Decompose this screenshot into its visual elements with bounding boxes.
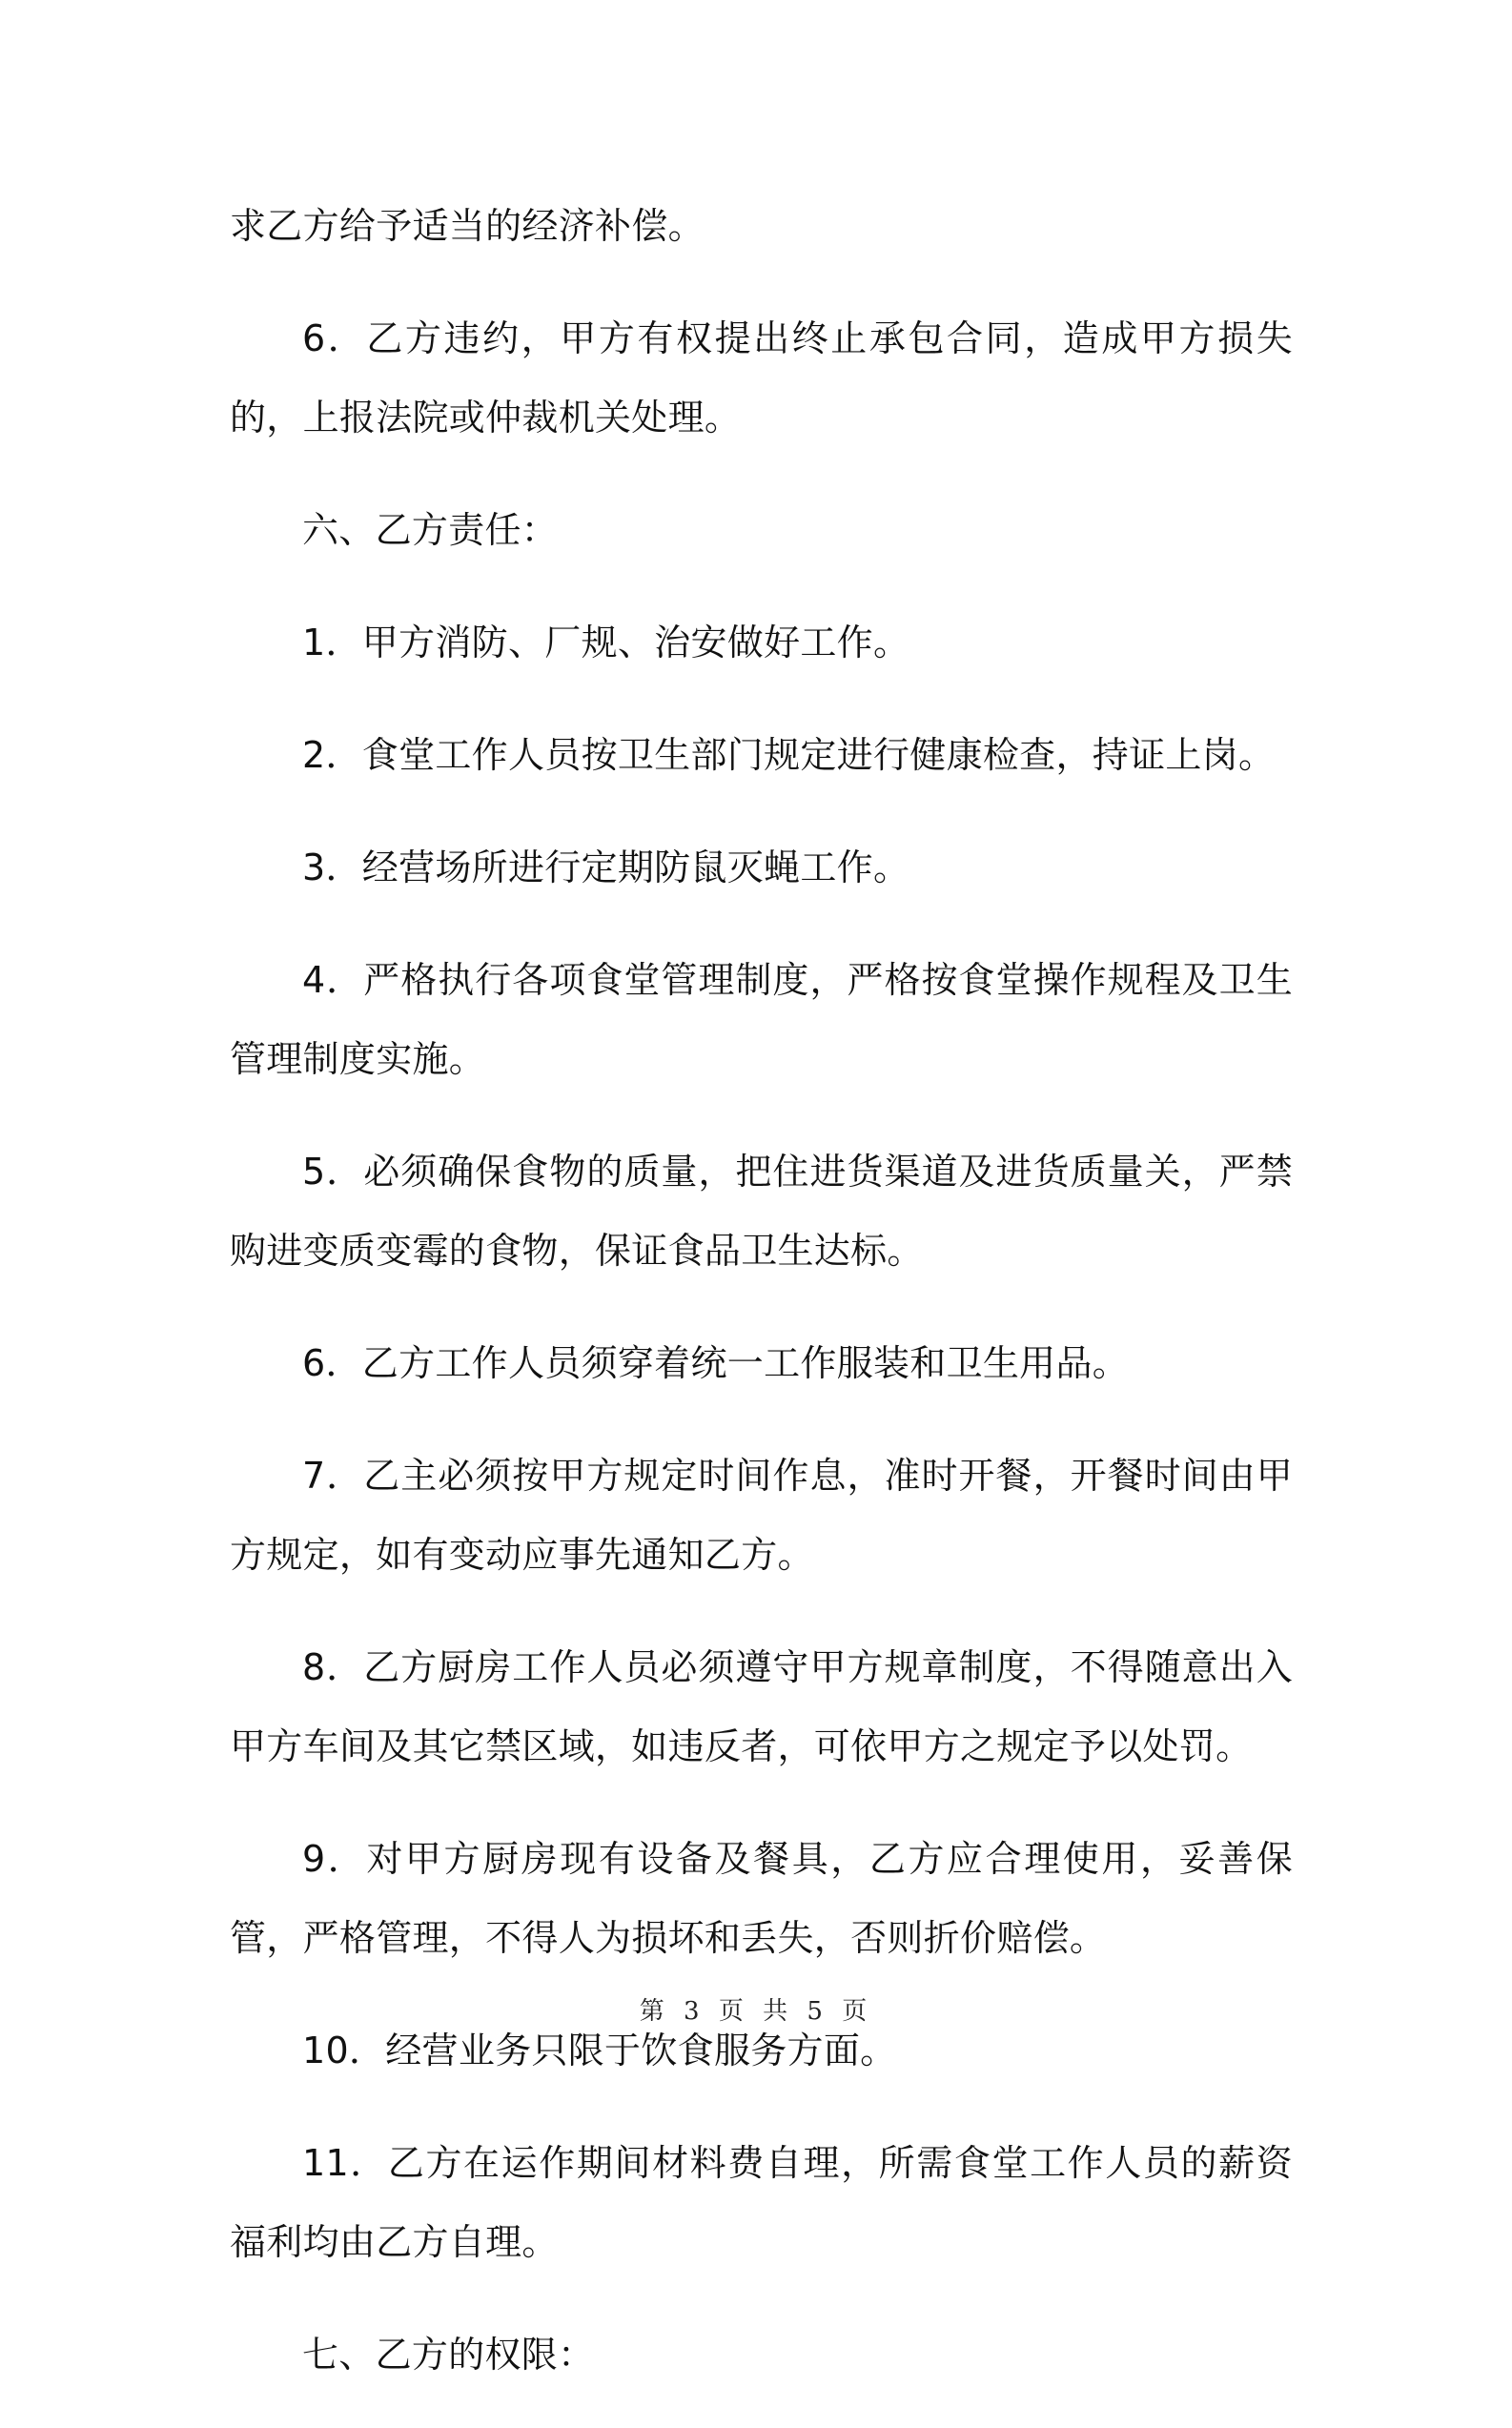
paragraph: 3．经营场所进行定期防鼠灭蝇工作。 <box>302 847 910 888</box>
paragraph: 1．甲方消防、厂规、治安做好工作。 <box>302 622 910 663</box>
paragraph: 11．乙方在运作期间材料费自理，所需食堂工作人员的薪资福利均由乙方自理。 <box>230 2142 1293 2263</box>
paragraph: 6．乙方违约，甲方有权提出终止承包合同，造成甲方损失的，上报法院或仲裁机关处理。 <box>230 317 1293 439</box>
paragraph: 求乙方给予适当的经济补偿。 <box>230 205 705 247</box>
paragraph: 2．食堂工作人员按卫生部门规定进行健康检查，持证上岗。 <box>302 734 1276 776</box>
section-heading: 七、乙方的权限： <box>302 2334 595 2376</box>
paragraph: 7．乙主必须按甲方规定时间作息，准时开餐，开餐时间由甲方规定，如有变动应事先通知乙方。 <box>230 1455 1293 1576</box>
paragraph: 6．乙方工作人员须穿着统一工作服装和卫生用品。 <box>302 1342 1130 1384</box>
paragraph: 5．必须确保食物的质量，把住进货渠道及进货质量关，严禁购进变质变霉的食物，保证食品卫生达标。 <box>230 1151 1293 1272</box>
document-body <box>230 187 1293 2428</box>
paragraph: 4．严格执行各项食堂管理制度，严格按食堂操作规程及卫生管理制度实施。 <box>230 959 1293 1080</box>
paragraph: 10．经营业务只限于饮食服务方面。 <box>302 2030 897 2071</box>
paragraph: 8．乙方厨房工作人员必须遵守甲方规章制度，不得随意出入甲方车间及其它禁区域，如违反者，可依甲方之规定予以处罚。 <box>230 1646 1293 1767</box>
section-heading: 六、乙方责任： <box>302 509 559 551</box>
paragraph: 9．对甲方厨房现有设备及餐具，乙方应合理使用，妥善保管，严格管理，不得人为损坏和丢失，否则折价赔偿。 <box>230 1838 1293 1959</box>
page-number-footer: 第 3 页 共 5 页 <box>639 1997 873 2026</box>
